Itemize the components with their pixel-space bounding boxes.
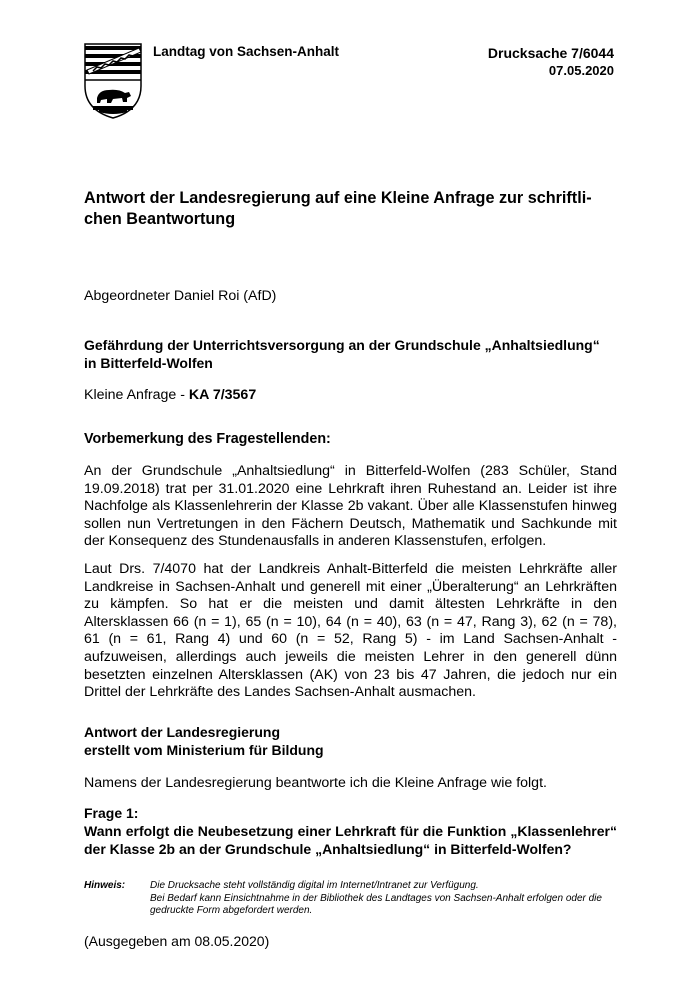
antwort-heading-line-1: Antwort der Landesregierung [84, 724, 281, 740]
title-line-2: chen Beantwortung [84, 210, 236, 228]
document-title [84, 188, 617, 230]
saxony-anhalt-coat-of-arms-icon [83, 40, 143, 120]
subject-line-1: Gefährdung der Unterrichtsversorgung an der Grundschule „Anhaltsiedlung“ [84, 337, 600, 353]
author: Abgeordneter Daniel Roi (AfD) [84, 288, 277, 304]
parliament-name: Landtag von Sachsen-Anhalt [153, 44, 340, 59]
drucksache-date: 07.05.2020 [548, 63, 614, 78]
antwort-heading [84, 724, 324, 759]
ka-prefix: Kleine Anfrage - [84, 387, 189, 403]
hinweis-label: Hinweis: [84, 880, 126, 891]
hinweis-line-1: Die Drucksache steht vollständig digital im Internet/Intranet zur Verfügung. [150, 880, 479, 891]
subject-line-2: in Bitterfeld-Wolfen [84, 354, 213, 371]
hinweis-text [150, 880, 620, 918]
subject-heading [84, 337, 617, 372]
vorbemerkung-paragraph-2: Laut Drs. 7/4070 hat der Landkreis Anhalt-Bitterfeld die meisten Lehrkräfte aller Landkreise in Sachsen-Anhalt und generell mit einer „Überalterung“ an Lehrkräften zu kämpfen. So hat er die meisten und damit ältesten Lehrkräfte in den Altersklassen 66 (n = 1), 65 (n = 10), 64 (n = 40), 63 (n = 47, Rang 3), 62 (n = 78), 61 (n = 61, Rang 4) und 60 (n = 52, Rang 5) - im Land Sachsen-Anhalt - aufzuweisen, allerdings auch jeweils die meisten Lehrer in den generell dünn besetzten einzelnen Altersklassen (AK) von 23 bis 47 Jahren, die jedoch nur ein Drittel der Lehrkräfte des Landes Sachsen-Anhalt ausmachen. [84, 561, 617, 701]
vorbemerkung-paragraph-1: An der Grundschule „Anhaltsiedlung“ in Bitterfeld-Wolfen (283 Schüler, Stand 19.09.2018) trat per 31.01.2020 eine Lehrkraft ihren Ruhestand an. Leider ist ihre Nachfolge als Klassenlehrerin der Klasse 2b vakant. Über alle Klassenstufen hinweg sollen nun Vertretungen in den Fächern Deutsch, Mathematik und Sachkunde mit der Konsequenz des Stundenausfalls in anderen Klassenstufen, erfolgen. [84, 463, 617, 550]
kleine-anfrage-reference [84, 387, 256, 405]
title-line-1: Antwort der Landesregierung auf eine Kleine Anfrage zur schriftli- [84, 189, 592, 207]
hinweis-line-2: Bei Bedarf kann Einsichtnahme in der Bibliothek des Landtages von Sachsen-Anhalt erfolgen oder die gedruckte Form abgefordert werden. [150, 892, 602, 917]
vorbemerkung-heading: Vorbemerkung des Fragestellenden: [84, 431, 331, 447]
issued-date: (Ausgegeben am 08.05.2020) [84, 933, 270, 949]
frage-1-text: Wann erfolgt die Neubesetzung einer Lehrkraft für die Funktion „Klassenlehrer“ der Klasse 2b an der Grundschule „Anhaltsiedlung“ in Bitterfeld-Wolfen? [84, 823, 617, 857]
frage-1-label: Frage 1: [84, 805, 139, 821]
drucksache-number: Drucksache 7/6044 [487, 45, 614, 61]
antwort-intro: Namens der Landesregierung beantworte ich die Kleine Anfrage wie folgt. [84, 775, 547, 791]
ka-number: KA 7/3567 [188, 387, 257, 403]
antwort-heading-line-2: erstellt vom Ministerium für Bildung [84, 741, 324, 758]
